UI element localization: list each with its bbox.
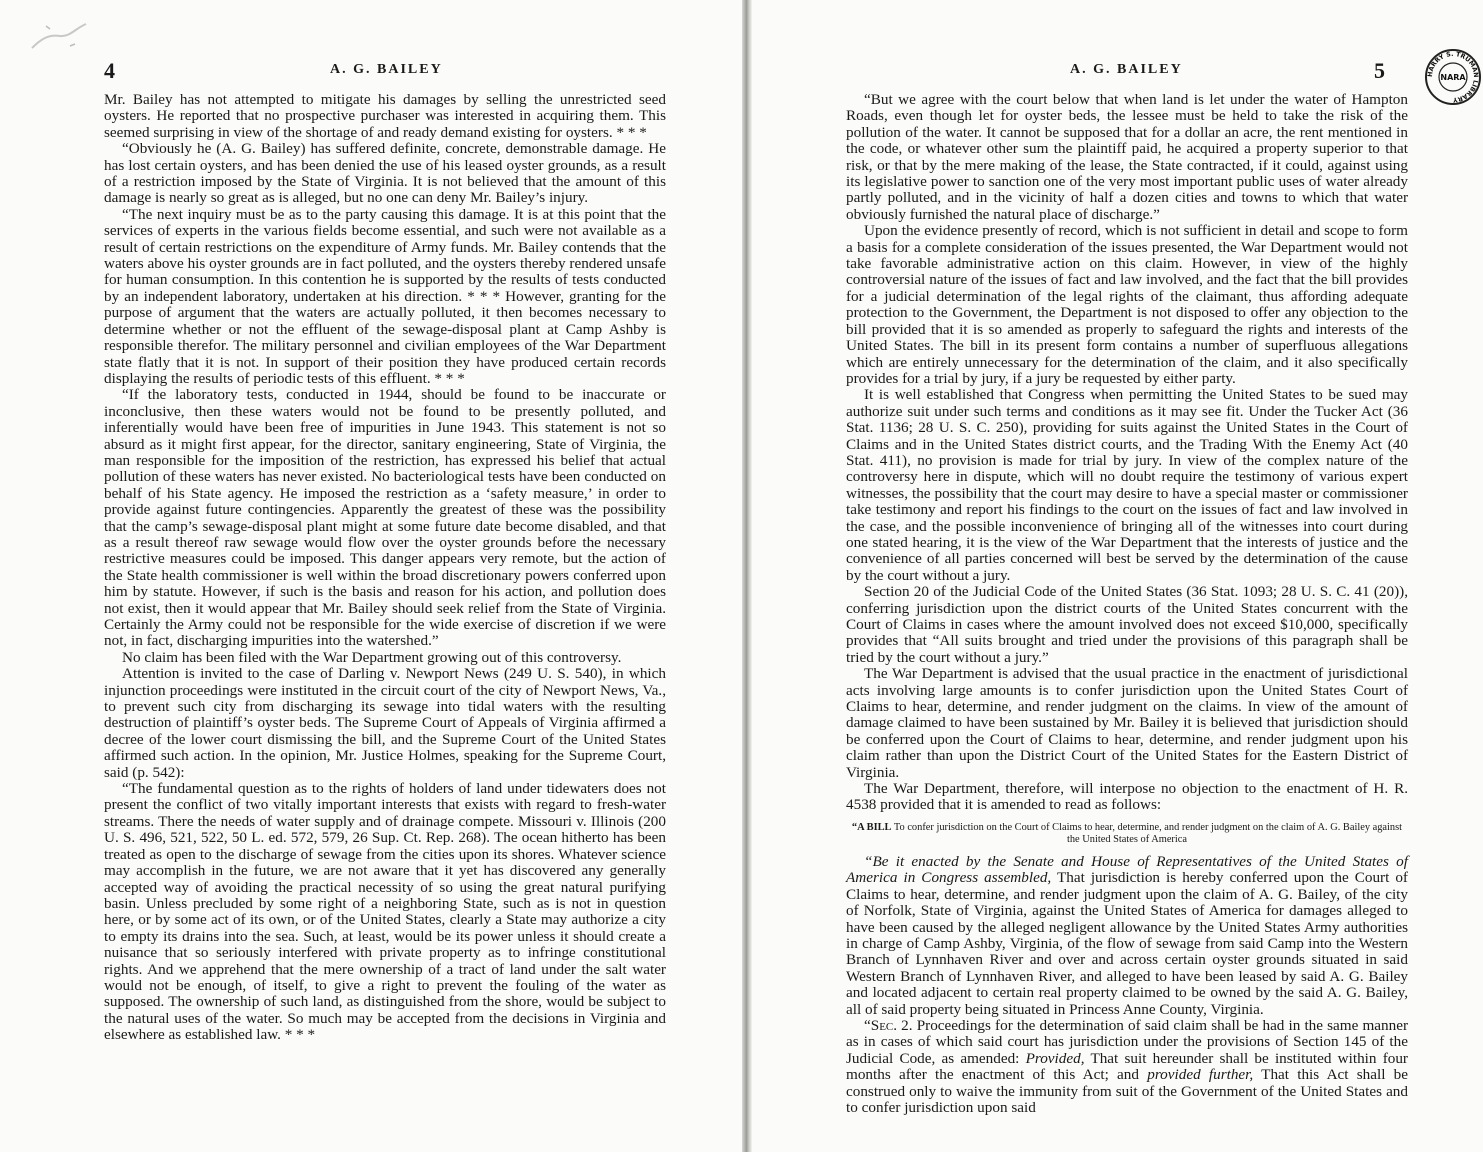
paragraph: “The fundamental question as to the rights of holders of land under tidewaters does not present the conflict of two vitally important interests that exists with regard to fresh-water streams. There the needs of water supply and of drainage compete. Missouri v. Illinois (200 U. S. 496, 521, 522, 50 L. ed. 572, 579, 26 Sup. Ct. Rep. 268). The ocean hitherto has been treated as open to the discharge of sewage from the cities upon its shores. Whatever science may accomplish in the future, we are not aware that it yet has discovered any generally accepted way of avoiding the practical necessity of so using the great natural purifying basin. Unless precluded by some right of a neighboring State, such as is not in question here, or by some act of its own, or of the United States, clearly a State may authorize a city to empty its drains into the sea. Such, at least, would be its power unless it should create a nuisance that so seriously interfered with private property as to infringe constitutional rights. And we apprehend that the mere ownership of a tract of land under the salt water would not be enough, of itself, to give a right to prevent the fouling of the water as supposed. The ownership of such land, as distinguished from the shore, would be subject to the natural uses of the water. So much may be accepted from the decisions in Virginia and elsewhere as established law. * * * <box>104 780 666 1044</box>
paragraph: Mr. Bailey has not attempted to mitigate his damages by selling the unrestricted seed oysters. He reported that no prospective purchaser was interested in acquiring them. This seemed surprising in view of the shortage of and ready demand existing for oysters. * * * <box>104 91 666 141</box>
bill-title-lead: “A BILL <box>851 821 892 833</box>
paragraph: Attention is invited to the case of Darling v. Newport News (249 U. S. 540), in which injunction proceedings were instituted in the circuit court of the city of Newport News, Va., to prevent such city from discharging its sewage into tidal waters with the resulting destruction of plaintiff’s oyster beds. The Supreme Court of Appeals of Virginia affirmed a decree of the lower court dismissing the bill, and the Supreme Court of the United States affirmed such action. In the opinion, Mr. Justice Holmes, speaking for the Supreme Court, said (p. 542): <box>104 665 666 781</box>
proviso-label: provided further, <box>1147 1066 1254 1084</box>
paragraph: No claim has been filed with the War Department growing out of this controversy. <box>122 648 622 666</box>
paragraph: Section 20 of the Judicial Code of the United States (36 Stat. 1093; 28 U. S. C. 41 (20)), conferring jurisdiction upon the district courts of the United States concurrent with the Court of Claims in cases where the amount involved does not exceed $10,000, specifically provides that “All suits brought and tried under the provisions of this paragraph shall be tried by the court without a jury.” <box>846 583 1408 666</box>
page-number: 5 <box>1374 58 1385 83</box>
paragraph: The War Department is advised that the usual practice in the enactment of jurisdictional acts involving large amounts is to confer jurisdiction upon the United States Court of Claims to hear, determine, and render judgment on the claims. In view of the amount of damage claimed to have been sustained by Mr. Bailey it is believed that jurisdiction should be conferred upon the Court of Claims to hear, determine, and render judgment upon his claim rather than upon the District Court of the United States for the Eastern District of Virginia. <box>846 665 1408 781</box>
section-text: That suit hereunder shall be instituted within four months after the enactment of this Act; and <box>846 1049 1408 1084</box>
running-head: A. G. BAILEY <box>330 62 443 77</box>
svg-text:NARA: NARA <box>1440 73 1466 82</box>
library-stamp-icon <box>1424 48 1482 106</box>
page-header <box>0 60 742 86</box>
section-2 <box>846 1018 1408 1116</box>
enacting-clause-text: That jurisdiction is hereby conferred upon the Court of Claims to hear, determine, and render judgment upon the claim of A. G. Bailey, of the city of Norfolk, State of Virginia, against the United States of America for damages alleged to have been caused by the alleged negligent allowance by the United States Army authorities in charge of Camp Ashby, Virginia, of the flow of sewage from said Camp into the Western Branch of Lynnhaven River and over and across certain oyster grounds situated in said Western Branch of Lynnhaven River, and alleged to have been leased by said A. G. Bailey and located adjacent to certain real property claimed to be owned by the said A. G. Bailey, all of said property being situated in Princess Anne County, Virginia. <box>846 869 1408 1018</box>
paragraph: Upon the evidence presently of record, which is not sufficient in detail and scope to form a basis for a complete consideration of the issues presented, the War Department would not take favorable administrative action on this claim. However, in view of the highly controversial nature of the issues of fact and law involved, and the fact that the bill provides for a judicial determination of the legal rights of the claimant, thus affording adequate protection to the Government, the Department is not disposed to offer any objection to the bill provided that it is so amended as properly to safeguard the rights and interests of the United States. The bill in its present form contains a number of superfluous allegations which are entirely unnecessary for the determination of the claim, and it also specifically provides for a trial by jury, if a jury be requested by either party. <box>846 222 1408 387</box>
right-page <box>752 0 1483 1152</box>
paragraph: “The next inquiry must be as to the party causing this damage. It is at this point that the services of experts in the various fields become essential, and such were not available as a result of certain restrictions on the expenditure of Army funds. Mr. Bailey contends that the waters above his oyster grounds are in fact polluted, and the oysters thereby rendered unsafe for human consumption. In this contention he is supported by the results of tests conducted by an independent laboratory, undertaken at his direction. * * * However, granting for the purpose of argument that the waters are actually polluted, it then becomes necessary to determine whether or not the effluent of the sewage-disposal plant at Camp Ashby is responsible therefor. The military personnel and civilian employees of the War Department state flatly that it is not. In support of their position they have produced certain records displaying the results of periodic tests of this effluent. * * * <box>104 205 666 387</box>
bill-title <box>846 822 1408 846</box>
body-text <box>104 92 666 1044</box>
page-header <box>752 60 1483 86</box>
paragraph: It is well established that Congress when permitting the United States to be sued may authorize suit under such terms and conditions as it may see fit. Under the Tucker Act (36 Stat. 1136; 28 U. S. C. 250), providing for suits against the United States in the Court of Claims and in the United States district courts, and the Trading With the Enemy Act (40 Stat. 411), no provision is made for trial by jury. In view of the complex nature of the controversy here in dispute, which will no doubt require the testimony of various expert witnesses, the possibility that the court may desire to have a special master or commissioner take testimony and report his findings to the court on the issues of fact and law involved in the case, and the possible inconvenience of bringing all of the witnesses into court during one stated hearing, it is the view of the War Department that the interests of justice and the convenience of all parties concerned will best be served by the determination of the cause by the court without a jury. <box>846 386 1408 584</box>
paragraph: “If the laboratory tests, conducted in 1944, should be found to be inaccurate or inconclusive, then these waters would not be found to be presently polluted, and inferentially would have been free of impurities in June 1943. This statement is not so absurd as it might first appear, for the director, sanitary engineering, State of Virginia, the man responsible for the imposition of the restriction, has expressed his belief that actual pollution of these waters has never existed. No bacteriological tests have been conducted on behalf of his State agency. He imposed the restriction as a ‘safety measure,’ in order to provide against future contingencies. Apparently the greatest of these was the possibility that the camp’s sewage-disposal plant might at some future date become disabled, and that as a result thereof raw sewage would flow over the oyster grounds before the necessary restrictive measures could be imposed. This danger appears very remote, but the action of the State health commissioner is well within the broad discretionary powers conferred upon him by statute. However, if such is the basis and reason for his action, and pollution does not exist, then it would appear that Mr. Bailey should seek relief from the State of Virginia. Certainly the Army could not be responsible for the wide exercise of discretion if we were not, in fact, discharging impurities into the watershed.” <box>104 386 666 650</box>
body-text <box>846 92 1408 1116</box>
paragraph: “Obviously he (A. G. Bailey) has suffered definite, concrete, demonstrable damage. He has lost certain oysters, and has been denied the use of his leased oyster grounds, as a result of a restriction imposed by the State of Virginia. It is not believed that the amount of this damage is nearly so great as is alleged, but no one can deny Mr. Bailey’s injury. <box>104 140 666 207</box>
bill-title-text: To confer jurisdiction on the Court of Claims to hear, determine, and render judgment on the claim of A. G. Bailey against the United States of America <box>893 821 1403 845</box>
section-label: “Sec. 2. <box>864 1016 913 1034</box>
svg-text:HARRY S. TRUMAN LIBRARY: HARRY S. TRUMAN LIBRARY <box>1426 50 1480 104</box>
corner-smudge-icon <box>26 18 96 54</box>
section-text: Proceedings for the determination of said claim shall be had in the same manner as in cases of which said court has jurisdiction under the provisions of Section 145 of the Judicial Code, as amended: <box>846 1016 1408 1067</box>
book-gutter <box>742 0 752 1152</box>
paragraph: The War Department, therefore, will interpose no objection to the enactment of H. R. 4538 provided that it is amended to read as follows: <box>846 780 1408 814</box>
enacting-clause-italic: “Be it enacted by the Senate and House of Representatives of the United States of America in Congress assembled, <box>846 852 1408 887</box>
paragraph: “But we agree with the court below that when land is let under the water of Hampton Roads, even though let for oyster beds, the lessee must be held to take the risk of the pollution of the water. It cannot be supposed that for a dollar an acre, the rent mentioned in the code, or whatever other sum the plaintiff paid, he acquired a property superior to that risk, or that by the mere making of the lease, the State contracted, if it could, against using its legislative power to sanction one of the very most important public uses of water already partly polluted, and in the vicinity of half a dozen cities and towns to which that water obviously furnished the natural place of discharge.” <box>846 91 1408 223</box>
enacting-clause <box>846 854 1408 1018</box>
running-head: A. G. BAILEY <box>1070 62 1183 77</box>
proviso-label: Provided, <box>1025 1049 1085 1067</box>
page-number: 4 <box>104 58 115 83</box>
section-text: That this Act shall be construed only to waive the immunity from suit of the Government of the United States and to confer jurisdiction upon said <box>846 1066 1408 1116</box>
